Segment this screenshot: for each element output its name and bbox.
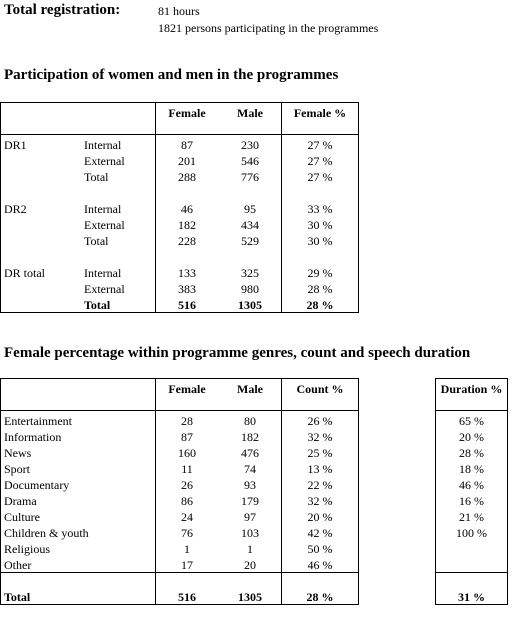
table2-row-male: 103 (241, 526, 259, 540)
table2-row-male: 182 (241, 430, 259, 444)
table1-row-pct: 33 % (307, 202, 333, 216)
table2-header-male: Male (237, 382, 263, 396)
table1-row-pct: 30 % (307, 218, 333, 232)
table2-row-duration: 18 % (459, 462, 484, 476)
table2-row-female: 28 (181, 414, 193, 428)
table1-row-group: DR2 (4, 202, 27, 216)
table1-row-female: 133 (178, 266, 196, 280)
table2-row-genre: Information (4, 430, 62, 444)
table2-row-male: 476 (241, 446, 259, 460)
table1-header-female-pct: Female % (293, 106, 347, 120)
table2-row-genre: Other (4, 558, 32, 572)
table1-row-group: DR1 (4, 138, 27, 152)
registration-label: Total registration: (4, 2, 121, 18)
table2-row-male: 97 (244, 510, 256, 524)
table1-row-female: 87 (181, 138, 193, 152)
table2-row-male: 1 (247, 542, 253, 556)
table2-row-female: 26 (181, 478, 193, 492)
table1-row-male: 546 (241, 154, 259, 168)
table2-row-count: 32 % (307, 430, 333, 444)
table1-row-type: Total (84, 234, 109, 248)
table2-row-count: 42 % (307, 526, 333, 540)
table2-row-female: 17 (181, 558, 193, 572)
table1-row-female: 46 (181, 202, 193, 216)
table2-row-male: 20 (244, 558, 256, 572)
table1-row-male: 776 (241, 170, 259, 184)
table1-row-type: Total (84, 170, 109, 184)
table2-row-male: 179 (241, 494, 259, 508)
table2-header-female: Female (168, 382, 206, 396)
table1-row-pct: 28 % (307, 282, 333, 296)
table1-row-type: External (84, 282, 125, 296)
table2-header-count: Count % (296, 382, 344, 396)
table2-title: Female percentage within programme genres, count and speech duration (4, 345, 471, 361)
table1-row-female: 383 (178, 282, 196, 296)
table2-row-female: 11 (181, 462, 193, 476)
table2-row-genre: Religious (4, 542, 51, 556)
table1-row-female: 288 (178, 170, 196, 184)
table1-row-male: 980 (241, 282, 259, 296)
table1-row-male: 1305 (238, 298, 262, 312)
table2-row-male: 80 (244, 414, 256, 428)
table1-row-male: 230 (241, 138, 259, 152)
table2-row-duration: 21 % (459, 510, 484, 524)
table2-row-genre: Entertainment (4, 414, 72, 428)
table2-row-duration: 46 % (459, 478, 484, 492)
table1-header-line (0, 134, 359, 135)
table2-row-duration: 28 % (459, 446, 484, 460)
table2-row-female: 76 (181, 526, 193, 540)
table2-row-female: 87 (181, 430, 193, 444)
table2-total-count: 28 % (306, 590, 334, 604)
table2-row-genre: Culture (4, 510, 40, 524)
table2-row-male: 93 (244, 478, 256, 492)
table2-duration-total-line (435, 572, 508, 573)
table1-row-pct: 27 % (307, 170, 333, 184)
table1-row-pct: 29 % (307, 266, 333, 280)
table2-row-female: 24 (181, 510, 193, 524)
table2-row-count: 22 % (307, 478, 333, 492)
table1-row-type: External (84, 218, 125, 232)
table2-row-duration: 65 % (459, 414, 484, 428)
table2-row-male: 74 (244, 462, 256, 476)
table1-header-male: Male (237, 106, 263, 120)
table2-total-duration: 31 % (458, 590, 485, 604)
table2-duration-header-line (435, 410, 508, 411)
table2-header-duration: Duration % (440, 382, 503, 396)
table1-row-type: Internal (84, 202, 122, 216)
table2-row-duration: 100 % (456, 526, 487, 540)
table1-row-male: 325 (241, 266, 259, 280)
table2-row-genre: Sport (4, 462, 31, 476)
table1-title: Participation of women and men in the programmes (4, 67, 339, 83)
table2-row-female: 160 (178, 446, 196, 460)
table2-row-count: 50 % (307, 542, 333, 556)
table1-row-female: 201 (178, 154, 196, 168)
table2-total-genre: Total (4, 590, 31, 604)
table2-row-female: 1 (184, 542, 190, 556)
table2-row-count: 32 % (307, 494, 333, 508)
table2-total-female: 516 (178, 590, 196, 604)
table1-row-type: Internal (84, 138, 122, 152)
table2-row-genre: Documentary (4, 478, 70, 492)
table2-total-line (0, 572, 359, 573)
table1-header-female: Female (168, 106, 206, 120)
registration-hours: 81 hours (158, 4, 200, 18)
table2-row-genre: News (4, 446, 32, 460)
table1-row-pct: 27 % (307, 138, 333, 152)
table2-row-count: 46 % (307, 558, 333, 572)
table1-row-pct: 30 % (307, 234, 333, 248)
table2-row-genre: Drama (4, 494, 37, 508)
table2-row-female: 86 (181, 494, 193, 508)
table1-row-group: DR total (4, 266, 45, 280)
registration-persons: 1821 persons participating in the programmes (158, 21, 379, 35)
table1-row-male: 95 (244, 202, 256, 216)
table1-row-pct: 27 % (307, 154, 333, 168)
table1-row-female: 182 (178, 218, 196, 232)
table1-row-type: Internal (84, 266, 122, 280)
table2-header-line (0, 410, 359, 411)
table1-row-female: 516 (178, 298, 196, 312)
table1-row-female: 228 (178, 234, 196, 248)
table1-row-pct: 28 % (306, 298, 334, 312)
table2-row-count: 26 % (307, 414, 333, 428)
table1-row-type: Total (84, 298, 111, 312)
table2-row-duration: 16 % (459, 494, 484, 508)
table2-total-male: 1305 (238, 590, 262, 604)
table2-row-count: 13 % (307, 462, 333, 476)
table2-row-count: 20 % (307, 510, 333, 524)
table1-row-type: External (84, 154, 125, 168)
table2-row-duration: 20 % (459, 430, 484, 444)
table1-row-male: 529 (241, 234, 259, 248)
table2-row-count: 25 % (307, 446, 333, 460)
table2-row-genre: Children & youth (4, 526, 89, 540)
table1-row-male: 434 (241, 218, 259, 232)
